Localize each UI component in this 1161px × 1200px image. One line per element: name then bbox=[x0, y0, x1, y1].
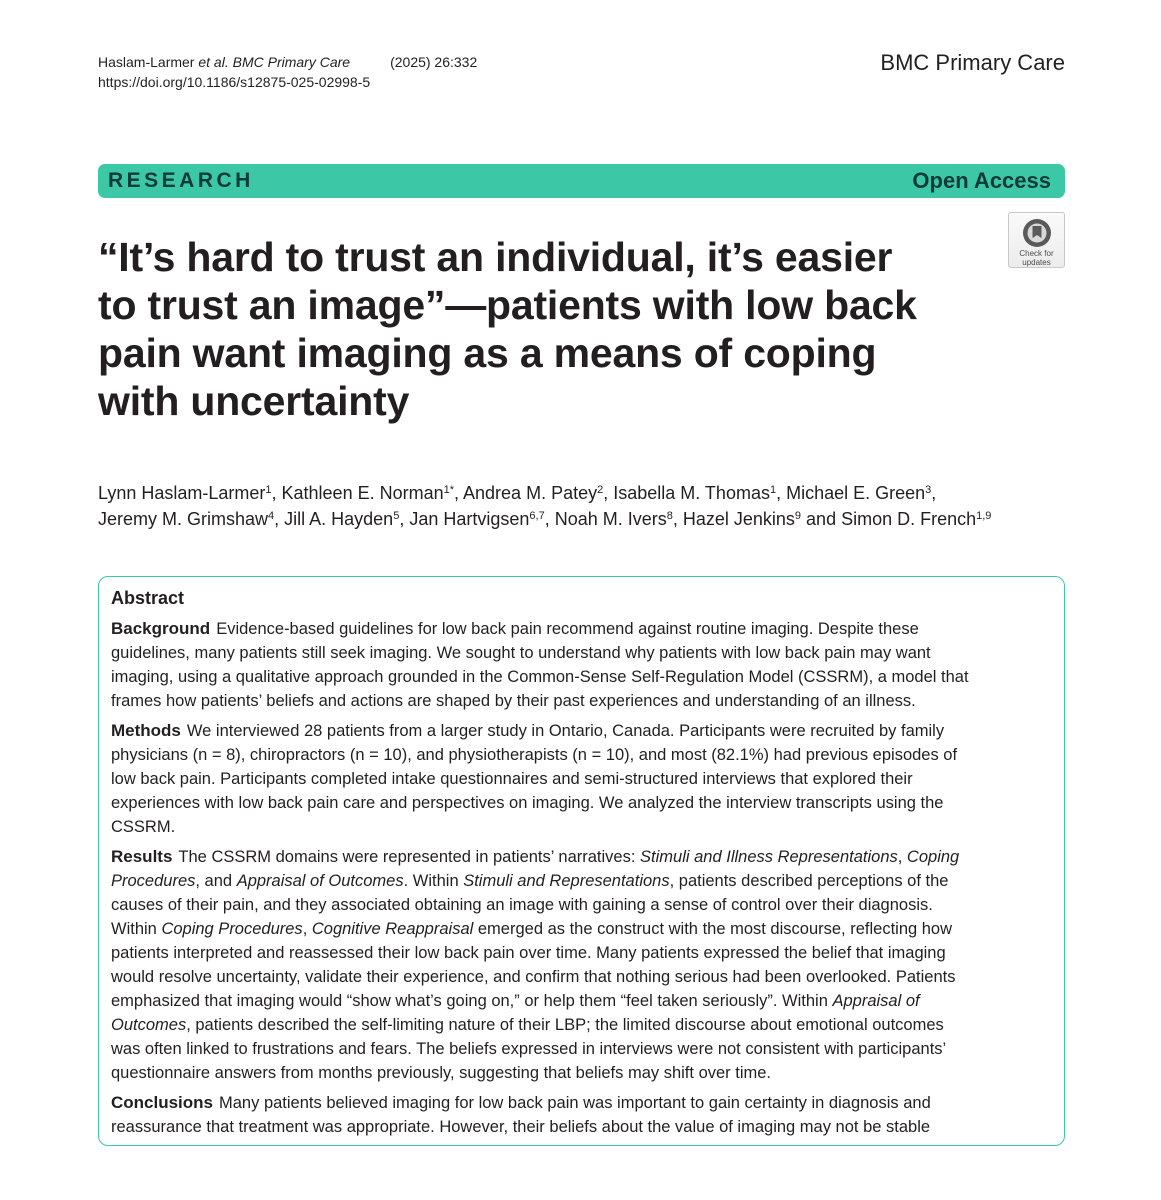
text-line bbox=[111, 617, 1052, 641]
text-run: , patients described the self-limiting nature of their LBP; the limited discourse about emotional outcomes bbox=[186, 1016, 944, 1034]
text-line: was often linked to frustrations and fears. The beliefs expressed in interviews were not consistent with participants’ bbox=[111, 1040, 947, 1058]
text-run: The CSSRM domains were represented in patients’ narratives: bbox=[178, 848, 641, 866]
text-line: causes of their pain, and they associated obtaining an image with gaining a sense of control over their diagnosis. bbox=[111, 896, 933, 914]
text-line bbox=[111, 989, 1052, 1013]
author-name[interactable]: , Andrea M. Patey bbox=[454, 483, 598, 503]
citation-header bbox=[98, 52, 477, 92]
section-heading: Results bbox=[111, 847, 173, 866]
check-for-updates-button[interactable] bbox=[1008, 212, 1065, 268]
check-for-updates-text bbox=[1019, 249, 1053, 267]
affiliation-ref: 1,9 bbox=[976, 510, 992, 522]
affiliation-ref: 4 bbox=[268, 510, 275, 522]
affiliation-ref: 9 bbox=[794, 510, 802, 522]
text-line: imaging, using a qualitative approach grounded in the Common-Sense Self-Regulation Model (CSSRM), a model that bbox=[111, 668, 969, 686]
author-name[interactable]: Lynn Haslam-Larmer bbox=[98, 483, 266, 503]
abstract-background bbox=[111, 617, 1052, 713]
section-heading: Conclusions bbox=[111, 1093, 214, 1112]
affiliation-ref: 1 bbox=[265, 484, 272, 496]
author-name[interactable]: , Michael E. Green bbox=[776, 483, 926, 503]
author-name[interactable]: , Noah M. Ivers bbox=[544, 509, 667, 529]
text-line: physicians (n = 8), chiropractors (n = 10), and physiotherapists (n = 10), and most (82.1%) had previous episodes of bbox=[111, 746, 958, 764]
text-run: , bbox=[897, 848, 907, 866]
title-line-2: to trust an image”—patients with low back bbox=[98, 282, 917, 328]
author-name[interactable]: Jeremy M. Grimshaw bbox=[98, 509, 269, 529]
affiliation-ref: 6,7 bbox=[529, 510, 545, 522]
section-heading: Background bbox=[111, 619, 211, 638]
author-line-1 bbox=[98, 480, 998, 506]
text-run: Within bbox=[111, 920, 162, 938]
author-name[interactable]: , Kathleen E. Norman bbox=[271, 483, 444, 503]
article-title bbox=[98, 233, 958, 425]
separator: , bbox=[931, 483, 937, 503]
affiliation-ref: 8 bbox=[666, 510, 673, 522]
affiliation-ref: 2 bbox=[597, 484, 604, 496]
check-for-updates-icon bbox=[1022, 218, 1052, 248]
article-type-label: RESEARCH bbox=[108, 169, 254, 192]
text-run-italic: Stimuli and Representations bbox=[463, 872, 670, 890]
text-run: , and bbox=[195, 872, 237, 890]
title-line-1: “It’s hard to trust an individual, it’s easier bbox=[98, 234, 893, 280]
text-run: emerged as the construct with the most discourse, reflecting how bbox=[473, 920, 953, 938]
author-line-2 bbox=[98, 506, 998, 532]
author-name[interactable]: , Jill A. Hayden bbox=[274, 509, 394, 529]
text-line: low back pain. Participants completed intake questionnaires and semi-structured interviews that explored their bbox=[111, 770, 913, 788]
text-line bbox=[111, 1013, 1052, 1037]
text-line: would resolve uncertainty, validate their experience, and confirm that nothing serious had been overlooked. Patients bbox=[111, 968, 956, 986]
text-run: . Within bbox=[403, 872, 464, 890]
author-name[interactable]: , Jan Hartvigsen bbox=[399, 509, 530, 529]
title-line-4: with uncertainty bbox=[98, 378, 410, 424]
text-run: Evidence-based guidelines for low back pain recommend against routine imaging. Despite these bbox=[216, 620, 919, 638]
citation-journal: BMC Primary Care bbox=[232, 54, 351, 70]
text-line: questionnaire answers from months previously, suggesting that beliefs may shift over time. bbox=[111, 1064, 771, 1082]
abstract-results bbox=[111, 845, 1052, 1085]
text-line: patients interpreted and reassessed their low back pain over time. Many patients expressed the belief that imaging bbox=[111, 944, 946, 962]
text-run: Many patients believed imaging for low back pain was important to gain certainty in diagnosis and bbox=[219, 1094, 931, 1112]
text-run: emphasized that imaging would “show what’s going on,” or help them “feel taken seriously”. Within bbox=[111, 992, 833, 1010]
text-run: , patients described perceptions of the bbox=[669, 872, 949, 890]
abstract-heading: Abstract bbox=[111, 588, 185, 608]
doi-link[interactable]: https://doi.org/10.1186/s12875-025-02998-5 bbox=[98, 74, 371, 90]
text-line: CSSRM. bbox=[111, 818, 176, 836]
text-run-italic: Procedures bbox=[111, 872, 196, 890]
article-type-banner bbox=[98, 164, 1065, 198]
author-list bbox=[98, 480, 998, 532]
text-line bbox=[111, 845, 1052, 869]
affiliation-ref: 5 bbox=[393, 510, 400, 522]
text-run: , bbox=[302, 920, 312, 938]
badge-line-2: updates bbox=[1022, 258, 1051, 267]
text-line: reassurance that treatment was appropriate. However, their beliefs about the value of imaging may not be stable bbox=[111, 1118, 931, 1136]
text-run-italic: Cognitive Reappraisal bbox=[311, 920, 474, 938]
text-line: guidelines, many patients still seek imaging. We sought to understand why patients with low back pain may want bbox=[111, 644, 931, 662]
section-heading: Methods bbox=[111, 721, 181, 740]
abstract-conclusions bbox=[111, 1091, 1052, 1139]
journal-name: BMC Primary Care bbox=[880, 50, 1065, 75]
text-run-italic: Stimuli and Illness Representations bbox=[640, 848, 898, 866]
citation-volume: (2025) 26:332 bbox=[390, 54, 478, 70]
abstract-box bbox=[98, 576, 1065, 1146]
text-line bbox=[111, 869, 1052, 893]
affiliation-ref: 1 bbox=[769, 484, 777, 496]
text-line: experiences with low back pain care and perspectives on imaging. We analyzed the interview transcripts using the bbox=[111, 794, 944, 812]
text-line bbox=[111, 719, 1052, 743]
badge-line-1: Check for bbox=[1019, 249, 1054, 258]
et-al: et al. bbox=[198, 54, 229, 70]
first-author: Haslam-Larmer bbox=[98, 54, 195, 70]
text-line bbox=[111, 917, 1052, 941]
abstract-methods bbox=[111, 719, 1052, 839]
text-run-italic: Appraisal of bbox=[832, 992, 920, 1010]
author-name[interactable]: , Isabella M. Thomas bbox=[603, 483, 770, 503]
text-run-italic: Coping Procedures bbox=[161, 920, 303, 938]
text-run-italic: Appraisal of Outcomes bbox=[236, 872, 404, 890]
text-run: We interviewed 28 patients from a larger study in Ontario, Canada. Participants were recruited by family bbox=[186, 722, 945, 740]
citation-line bbox=[98, 52, 477, 72]
title-line-3: pain want imaging as a means of coping bbox=[98, 330, 877, 376]
affiliation-ref: 1* bbox=[443, 484, 455, 496]
author-name[interactable]: and Simon D. French bbox=[801, 509, 977, 529]
text-run-italic: Outcomes bbox=[111, 1016, 187, 1034]
citation-authors bbox=[98, 52, 350, 72]
author-name[interactable]: , Hazel Jenkins bbox=[672, 509, 795, 529]
text-run-italic: Coping bbox=[906, 848, 960, 866]
text-line: frames how patients’ beliefs and actions are shaped by their past experiences and understanding of an illness. bbox=[111, 692, 916, 710]
affiliation-ref: 3 bbox=[925, 484, 932, 496]
open-access-label: Open Access bbox=[912, 168, 1051, 193]
text-line bbox=[111, 1091, 1052, 1115]
